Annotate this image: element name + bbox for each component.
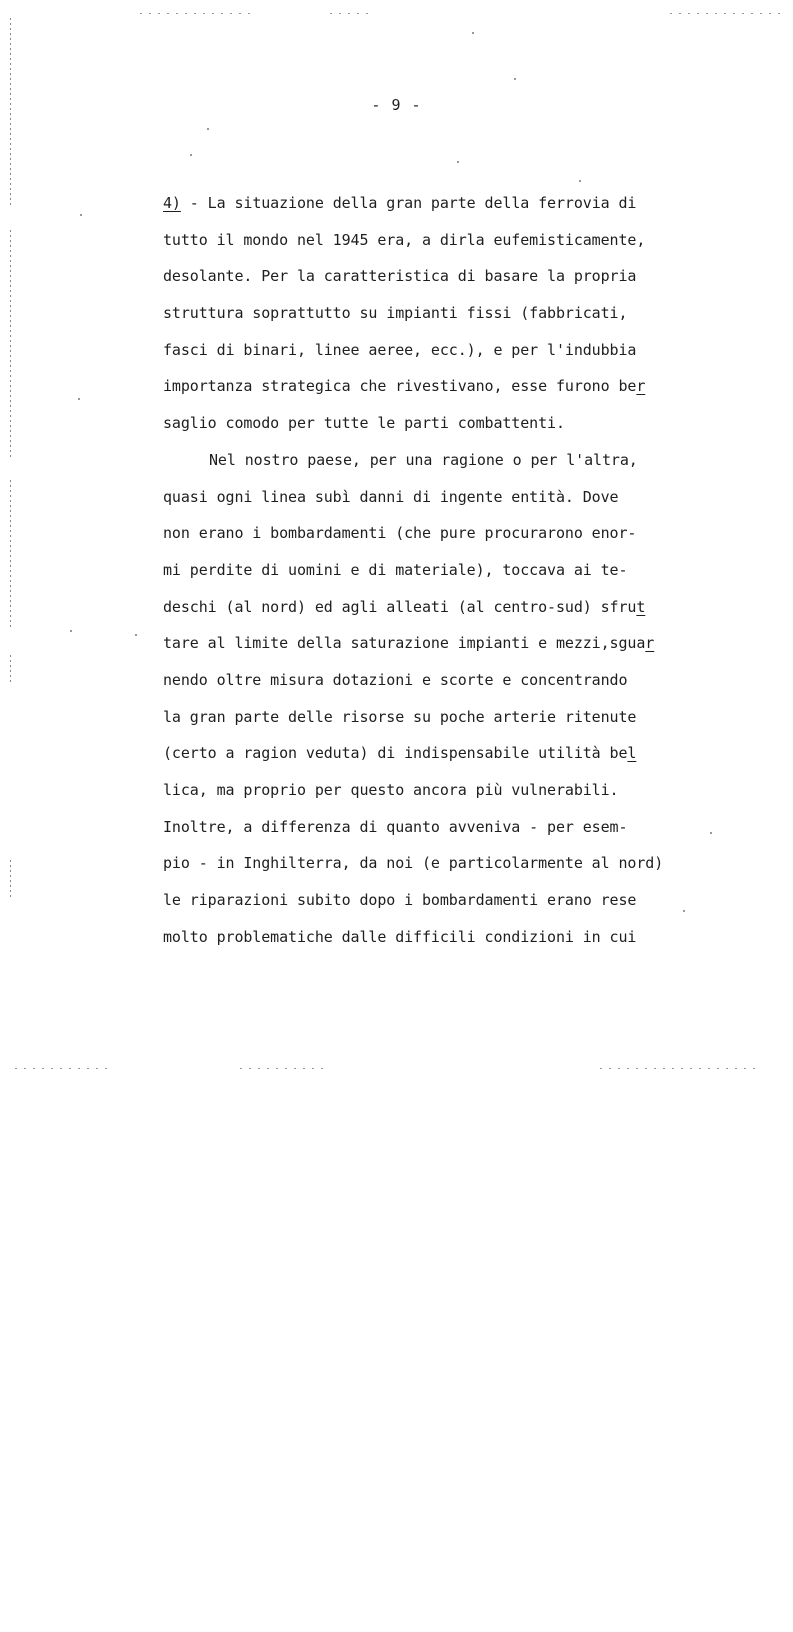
paragraph-1 [163, 185, 683, 442]
text-line [163, 185, 683, 222]
scan-margin-artifact [10, 230, 11, 460]
text-line [163, 368, 683, 405]
scan-speck [207, 128, 209, 130]
text-fragment: - La situazione della gran parte della ferrovia di [180, 194, 637, 212]
scan-speck [135, 634, 137, 636]
text-line [163, 589, 683, 626]
scan-speck [78, 398, 80, 400]
paragraph-2 [163, 442, 683, 956]
body-text [163, 185, 683, 955]
text-line: tutto il mondo nel 1945 era, a dirla eufemisticamente, [163, 230, 646, 249]
text-line [163, 625, 683, 662]
scan-edge-artifact [670, 13, 780, 14]
text-line: pio - in Inghilterra, da noi (e particolarmente al nord) [163, 854, 664, 873]
text-line: fasci di binari, linee aeree, ecc.), e per l'indubbia [163, 340, 637, 359]
scan-speck [472, 32, 474, 34]
hyphenation-mark: r [645, 634, 655, 653]
scan-edge-artifact [330, 13, 370, 14]
text-line: quasi ogni linea subì danni di ingente entità. Dove [163, 487, 619, 506]
text-line: struttura soprattutto su impianti fissi (fabbricati, [163, 304, 628, 323]
text-line: mi perdite di uomini e di materiale), toccava ai te- [163, 560, 628, 579]
hyphenation-mark: r [636, 377, 646, 396]
hyphenation-mark: l [627, 744, 637, 763]
scan-speck [190, 154, 192, 156]
scan-margin-artifact [10, 860, 11, 900]
text-fragment: tare al limite della saturazione impianti e mezzi,sgua [163, 634, 646, 653]
page-number: - 9 - [371, 96, 422, 114]
scan-speck [80, 214, 82, 216]
text-line: non erano i bombardamenti (che pure procurarono enor- [163, 524, 637, 543]
scan-speck [70, 630, 72, 632]
text-line: le riparazioni subito dopo i bombardamenti erano rese [163, 891, 637, 910]
text-line [163, 735, 683, 772]
scan-speck [457, 161, 459, 163]
scan-speck [579, 180, 581, 182]
scan-margin-artifact [10, 480, 11, 630]
hyphenation-mark: t [636, 597, 646, 616]
text-fragment: (certo a ragion veduta) di indispensabile utilità be [163, 744, 628, 763]
text-line: Nel nostro paese, per una ragione o per l'altra, [209, 450, 638, 469]
scan-margin-artifact [10, 655, 11, 685]
text-fragment: deschi (al nord) ed agli alleati (al centro-sud) sfru [163, 597, 637, 616]
text-line: lica, ma proprio per questo ancora più vulnerabili. [163, 781, 619, 799]
scan-speck [683, 910, 685, 912]
scan-speck [710, 832, 712, 834]
text-line: Inoltre, a differenza di quanto avveniva - per esem- [163, 817, 628, 836]
scan-speck [514, 78, 516, 80]
text-line: saglio comodo per tutte le parti combattenti. [163, 414, 565, 433]
scan-edge-artifact [240, 1068, 330, 1069]
section-marker: 4) [163, 194, 181, 212]
text-line: molto problematiche dalle difficili condizioni in cui [163, 927, 637, 946]
text-line: desolante. Per la caratteristica di basare la propria [163, 267, 637, 286]
text-line: la gran parte delle risorse su poche arterie ritenute [163, 707, 637, 726]
scan-edge-artifact [600, 1068, 760, 1069]
text-fragment: importanza strategica che rivestivano, esse furono be [163, 377, 637, 396]
scan-edge-artifact [140, 13, 250, 14]
text-line: nendo oltre misura dotazioni e scorte e concentrando [163, 670, 628, 689]
scan-edge-artifact [15, 1068, 110, 1069]
